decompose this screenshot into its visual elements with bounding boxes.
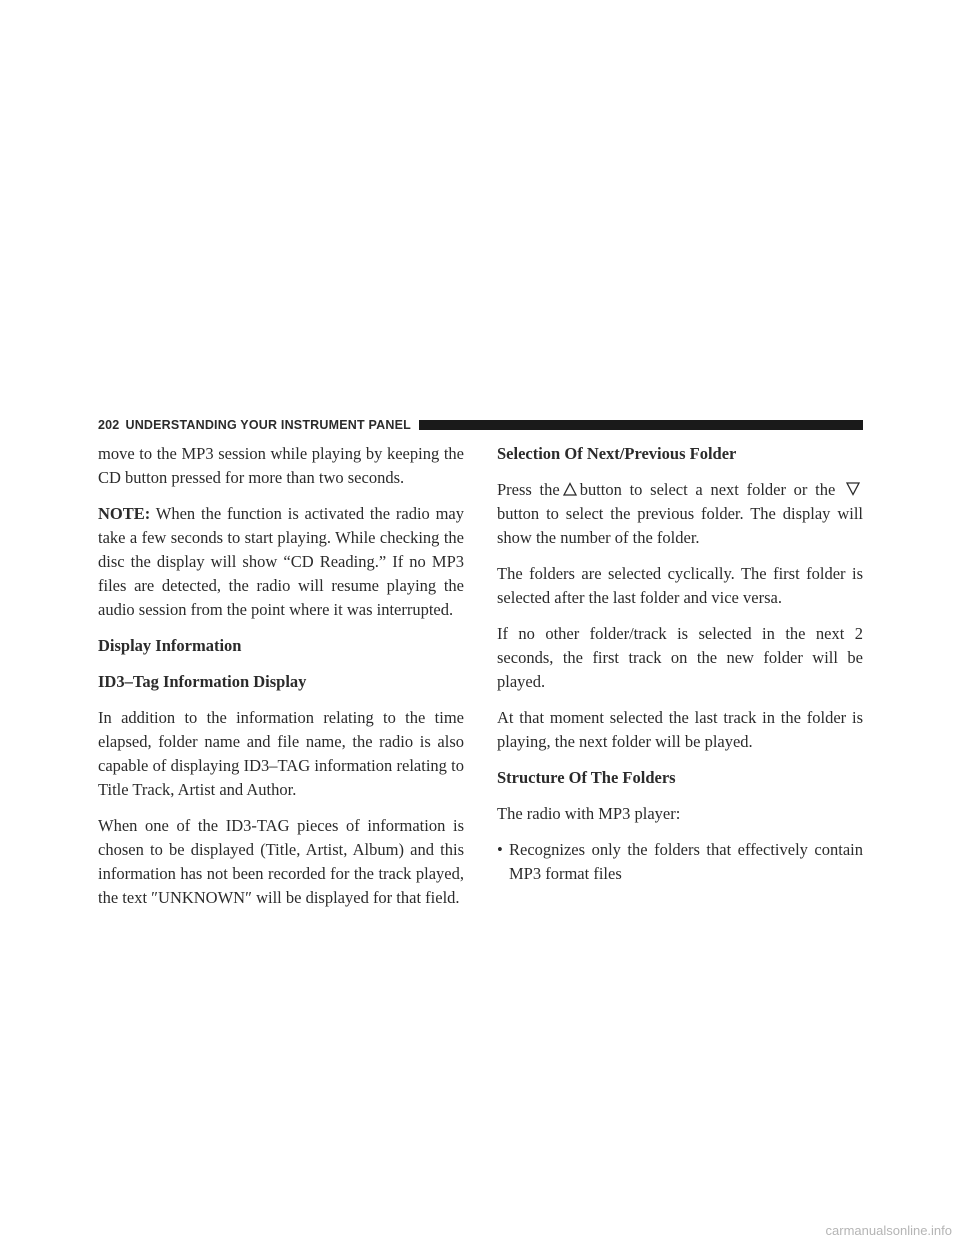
paragraph-cyclic: The folders are selected cyclically. The first folder is selected after the last folder and vice versa. — [497, 564, 863, 607]
heading-structure-folders: Structure Of The Folders — [497, 768, 676, 787]
paragraph-moment: At that moment selected the last track in the folder is playing, the next folder will be played. — [497, 708, 863, 751]
left-column — [98, 442, 464, 922]
bullet-mark: • — [497, 840, 503, 859]
page-number: 202 — [98, 418, 120, 432]
section-title: UNDERSTANDING YOUR INSTRUMENT PANEL — [125, 418, 411, 432]
heading-display-information: Display Information — [98, 636, 242, 655]
heading-id3-tag: ID3–Tag Information Display — [98, 672, 307, 691]
heading-selection-folder: Selection Of Next/Previous Folder — [497, 444, 737, 463]
press-text-2: button to select a next folder or the — [579, 480, 836, 499]
note-text: When the function is activated the radio may take a few seconds to start playing. While checking the disc the display will show “CD Reading.” If no MP3 files are detected, the radio will resume playing the audio session from the point where it was interrupted. — [98, 504, 464, 619]
note-paragraph — [98, 502, 464, 622]
paragraph-no-other: If no other folder/track is selected in the next 2 seconds, the first track on the new folder will be played. — [497, 624, 863, 691]
page-header — [98, 416, 863, 434]
watermark: carmanualsonline.info — [825, 1223, 952, 1238]
press-text-1: Press the — [497, 480, 560, 499]
paragraph-unknown: When one of the ID3-TAG pieces of information is chosen to be displayed (Title, Artist, Album) and this information has not been recorded for the track played, the text ″UNKNOWN″ will be displayed for that field. — [98, 816, 464, 907]
paragraph-radio-mp3: The radio with MP3 player: — [497, 804, 681, 823]
right-column — [497, 442, 863, 886]
header-rule — [419, 420, 863, 430]
triangle-up-icon — [563, 482, 577, 496]
bullet-text: Recognizes only the folders that effectively contain MP3 format files — [509, 840, 863, 883]
paragraph-press-button — [497, 478, 863, 550]
triangle-down-icon — [846, 482, 860, 496]
paragraph-id3-info: In addition to the information relating to the time elapsed, folder name and file name, the radio is also capable of displaying ID3–TAG information relating to Title Track, Artist and Author. — [98, 708, 464, 799]
note-label: NOTE: — [98, 504, 151, 523]
press-text-3: button to select the previous folder. The display will show the number of the folder. — [497, 504, 863, 547]
paragraph-mp3-session: move to the MP3 session while playing by keeping the CD button pressed for more than two seconds. — [98, 444, 464, 487]
list-item — [497, 838, 863, 886]
